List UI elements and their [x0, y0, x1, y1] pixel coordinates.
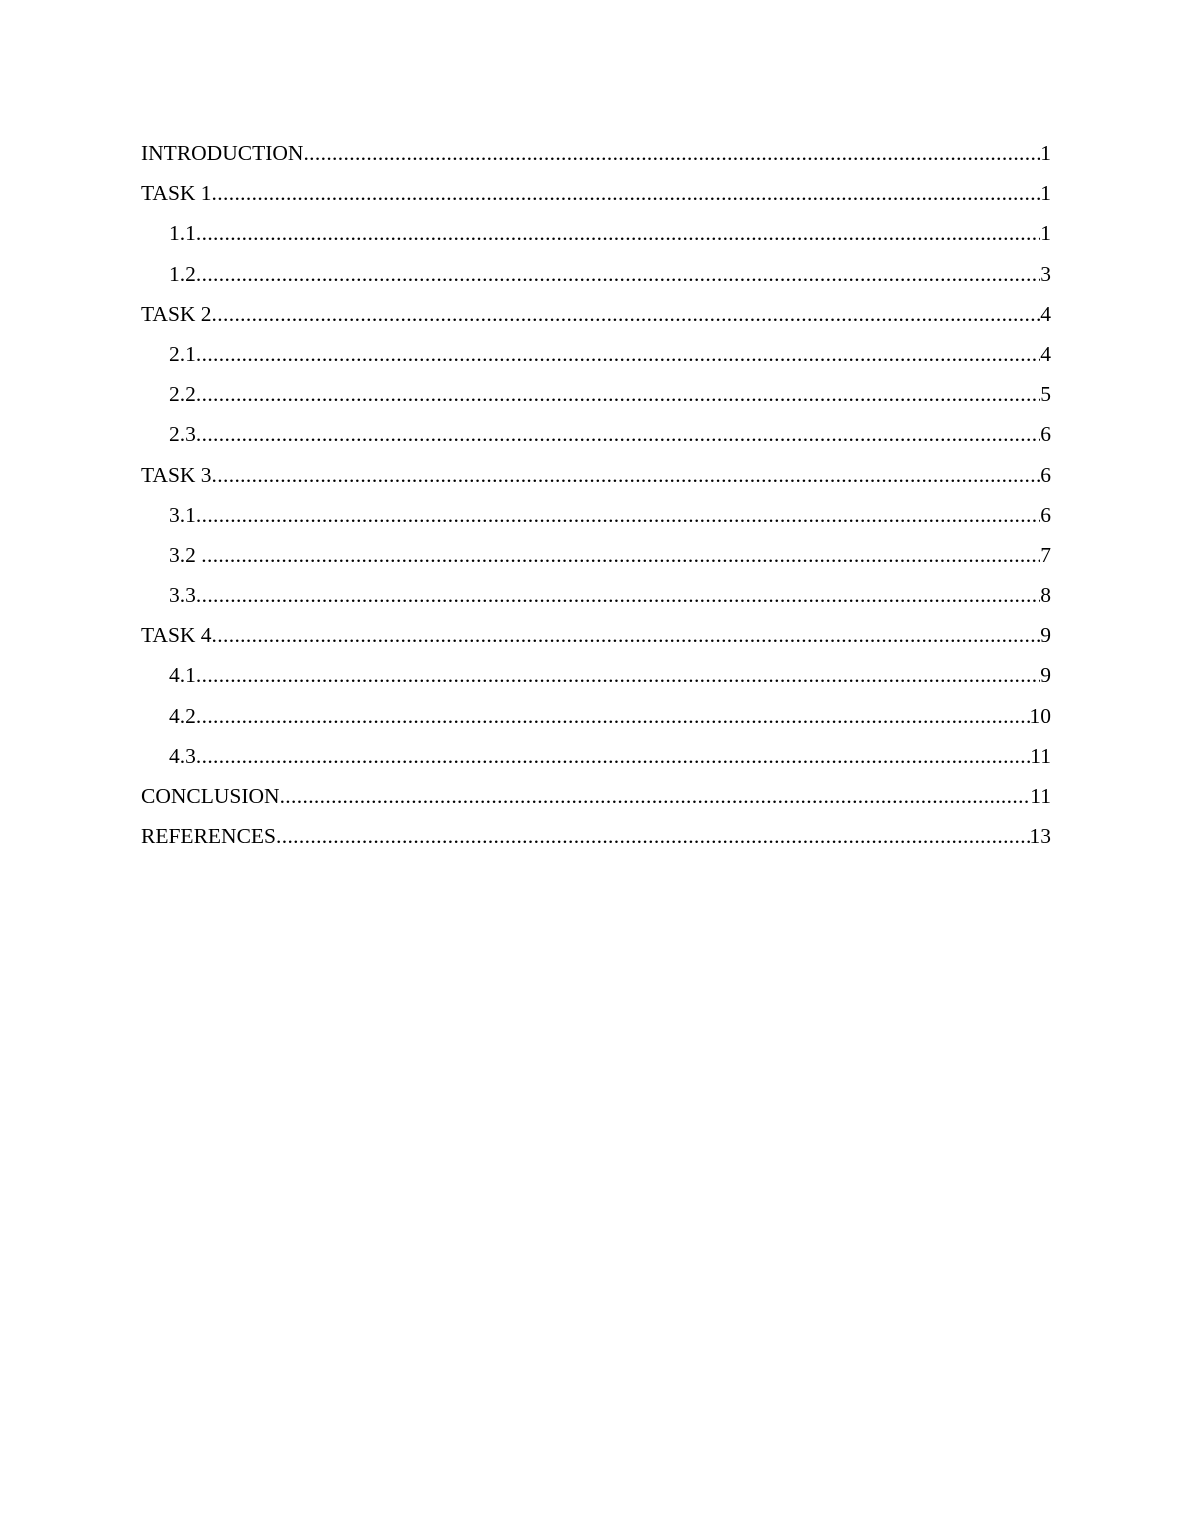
- toc-entry-page-number: 4: [1040, 301, 1051, 326]
- dot-leader: [196, 254, 1040, 294]
- toc-entry-label: 4.2: [169, 703, 196, 728]
- toc-entry-label: 2.2: [169, 382, 196, 407]
- toc-entry-page-number: 6: [1040, 502, 1051, 527]
- toc-entry-3-1[interactable]: [141, 495, 1051, 535]
- toc-entry-label: CONCLUSION: [141, 784, 280, 808]
- toc-entry-page-number: 9: [1040, 663, 1051, 688]
- toc-entry-3-3[interactable]: [141, 575, 1051, 615]
- toc-entry-label: 3.1: [169, 502, 196, 527]
- toc-entry-label: TASK 4: [141, 623, 212, 648]
- toc-entry-introduction[interactable]: [141, 133, 1051, 173]
- dot-leader: [196, 334, 1040, 374]
- toc-entry-page-number: 13: [1029, 824, 1051, 849]
- toc-entry-label: 2.1: [169, 341, 196, 366]
- toc-entry-page-number: 11: [1030, 743, 1051, 768]
- dot-leader: [280, 776, 1031, 816]
- toc-entry-label: 1.1: [169, 221, 196, 246]
- dot-leader: [212, 455, 1041, 495]
- toc-entry-4-2[interactable]: [141, 696, 1051, 736]
- toc-entry-1-1[interactable]: [141, 213, 1051, 253]
- toc-entry-references[interactable]: [141, 816, 1051, 856]
- toc-entry-page-number: 8: [1040, 583, 1051, 608]
- toc-entry-label: TASK 2: [141, 301, 212, 326]
- dot-leader: [303, 133, 1040, 173]
- toc-entry-page-number: 9: [1040, 623, 1051, 648]
- toc-entry-page-number: 6: [1040, 422, 1051, 447]
- dot-leader: [196, 374, 1040, 414]
- toc-entry-label: TASK 1: [141, 181, 212, 206]
- toc-entry-4-3[interactable]: [141, 736, 1051, 776]
- toc-entry-label: 3.2: [169, 542, 202, 567]
- toc-entry-page-number: 10: [1029, 703, 1051, 728]
- toc-entry-3-2[interactable]: [141, 535, 1051, 575]
- toc-entry-label: 2.3: [169, 422, 196, 447]
- toc-entry-task-1[interactable]: [141, 173, 1051, 213]
- toc-entry-page-number: 11: [1030, 784, 1051, 808]
- table-of-contents: [141, 133, 1051, 856]
- toc-entry-label: 1.2: [169, 261, 196, 286]
- toc-entry-label: 3.3: [169, 583, 196, 608]
- toc-entry-2-1[interactable]: [141, 334, 1051, 374]
- toc-entry-2-3[interactable]: [141, 414, 1051, 454]
- dot-leader: [196, 696, 1030, 736]
- dot-leader: [196, 575, 1040, 615]
- toc-entry-page-number: 1: [1040, 181, 1051, 206]
- toc-entry-task-4[interactable]: [141, 615, 1051, 655]
- toc-entry-task-2[interactable]: [141, 294, 1051, 334]
- dot-leader: [196, 213, 1040, 253]
- toc-entry-page-number: 7: [1040, 542, 1051, 567]
- toc-entry-page-number: 1: [1040, 141, 1051, 165]
- toc-entry-page-number: 1: [1040, 221, 1051, 246]
- toc-entry-label: 4.1: [169, 663, 196, 688]
- toc-entry-page-number: 5: [1040, 382, 1051, 407]
- dot-leader: [201, 535, 1040, 575]
- toc-entry-page-number: 4: [1040, 341, 1051, 366]
- dot-leader: [212, 615, 1041, 655]
- toc-entry-label: REFERENCES: [141, 824, 276, 849]
- toc-entry-2-2[interactable]: [141, 374, 1051, 414]
- dot-leader: [196, 655, 1040, 695]
- toc-entry-task-3[interactable]: [141, 455, 1051, 495]
- dot-leader: [196, 495, 1040, 535]
- dot-leader: [196, 414, 1040, 454]
- toc-entry-label: TASK 3: [141, 462, 212, 487]
- dot-leader: [276, 816, 1030, 856]
- toc-entry-1-2[interactable]: [141, 254, 1051, 294]
- toc-entry-page-number: 3: [1040, 261, 1051, 286]
- toc-entry-conclusion[interactable]: [141, 776, 1051, 816]
- toc-entry-label: INTRODUCTION: [141, 141, 304, 165]
- toc-entry-page-number: 6: [1040, 462, 1051, 487]
- toc-entry-label: 4.3: [169, 743, 196, 768]
- dot-leader: [196, 736, 1030, 776]
- dot-leader: [212, 173, 1041, 213]
- toc-entry-4-1[interactable]: [141, 655, 1051, 695]
- dot-leader: [212, 294, 1041, 334]
